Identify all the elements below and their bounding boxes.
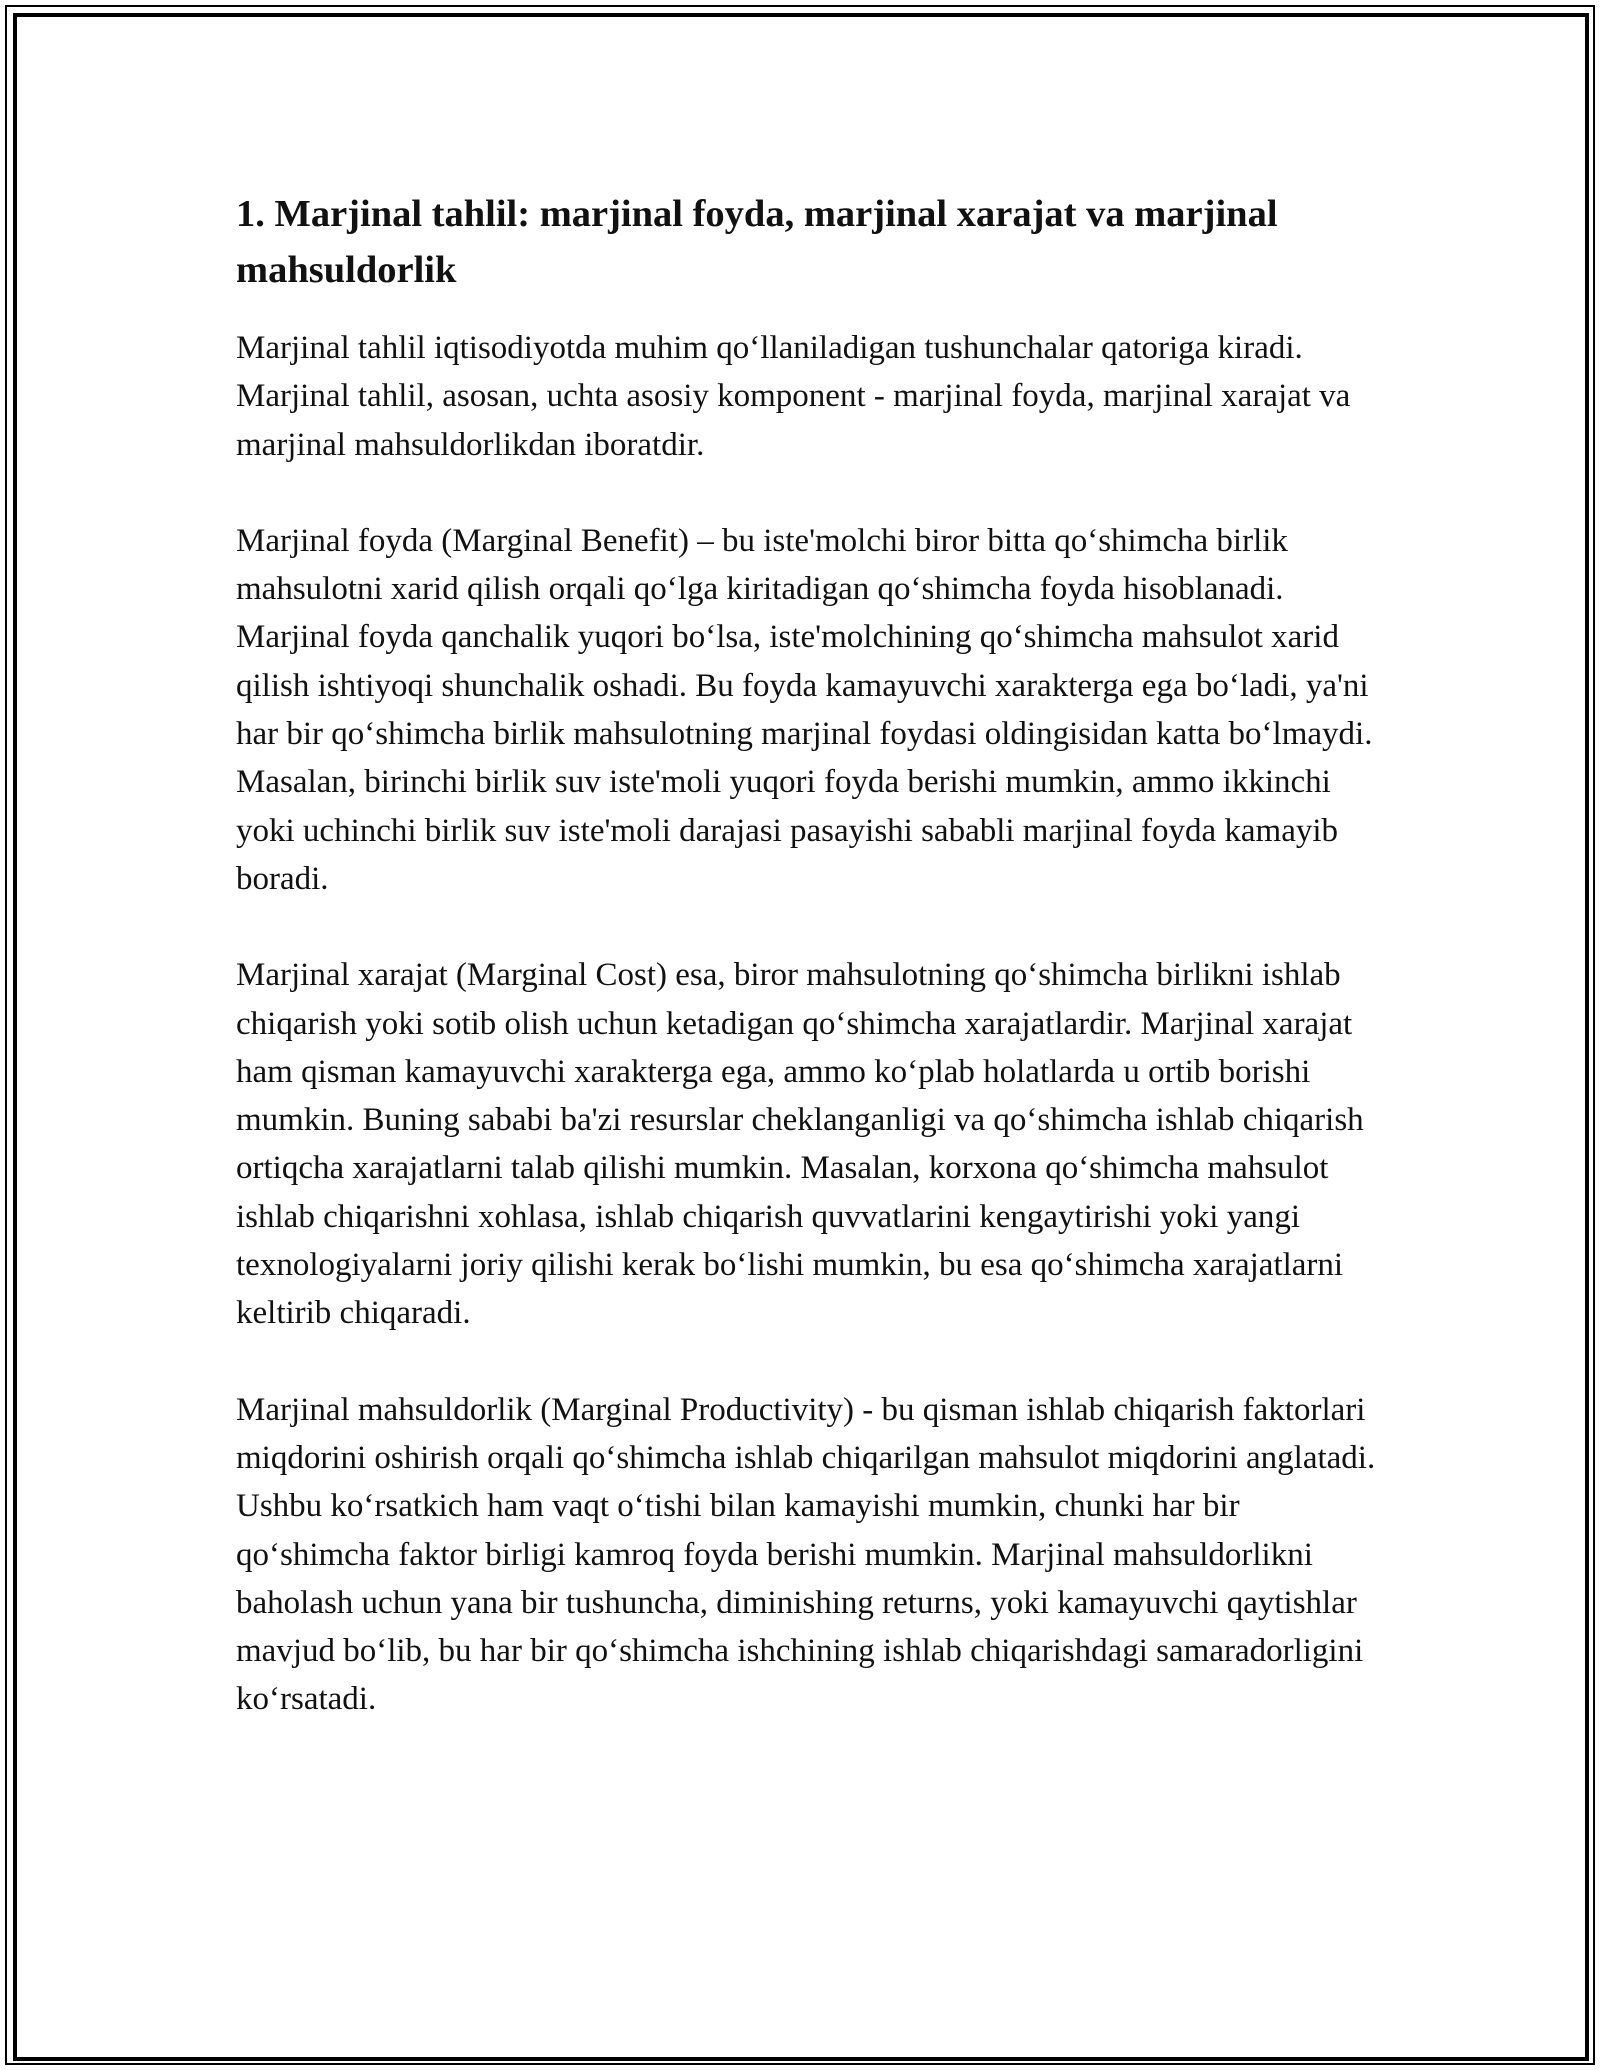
paragraph-marginal-productivity: Marjinal mahsuldorlik (Marginal Productivity) - bu qisman ishlab chiqarish faktorlari miqdorini oshirish orqali qo‘shimcha ishlab chiqarilgan mahsulot miqdorini anglatadi. Ushbu ko‘rsatkich ham vaqt o‘tishi bilan kamayishi mumkin, chunki har bir qo‘shimcha faktor birligi kamroq foyda berishi mumkin. Marjinal mahsuldorlikni baholash uchun yana bir tushuncha, diminishing returns, yoki kamayuvchi qaytishlar mavjud bo‘lib, bu har bir qo‘shimcha ishchining ishlab chiqarishdagi samaradorligini ko‘rsatadi. [236,1391,1376,1718]
paragraph-marginal-cost: Marjinal xarajat (Marginal Cost) esa, biror mahsulotning qo‘shimcha birlikni ishlab chiqarish yoki sotib olish uchun ketadigan qo‘shimcha xarajatlardir. Marjinal xarajat ham qisman kamayuvchi xarakterga ega, ammo ko‘plab holatlarda u ortib borishi mumkin. Buning sababi ba'zi resurslar cheklanganligi va qo‘shimcha ishlab chiqarish ortiqcha xarajatlarni talab qilishi mumkin. Masalan, korxona qo‘shimcha mahsulot ishlab chiqarishni xohlasa, ishlab chiqarish quvvatlarini kengaytirishi yoki yangi texnologiyalarni joriy qilishi kerak bo‘lishi mumkin, bu esa qo‘shimcha xarajatlarni keltirib chiqaradi. [236,957,1364,1332]
paragraph-intro: Marjinal tahlil iqtisodiyotda muhim qo‘llaniladigan tushunchalar qatoriga kiradi. Marjinal tahlil, asosan, uchta asosiy komponent - marjinal foyda, marjinal xarajat va marjinal mahsuldorlikdan iboratdir. [236,330,1351,463]
section-heading: 1. Marjinal tahlil: marjinal foyda, marjinal xarajat va marjinal mahsuldorlik [236,193,1278,291]
paragraph-marginal-benefit: Marjinal foyda (Marginal Benefit) – bu iste'molchi biror bitta qo‘shimcha birlik mahsulotni xarid qilish orqali qo‘lga kiritadigan qo‘shimcha foyda hisoblanadi. Marjinal foyda qanchalik yuqori bo‘lsa, iste'molchining qo‘shimcha mahsulot xarid qilish ishtiyoqi shunchalik oshadi. Bu foyda kamayuvchi xarakterga ega bo‘ladi, ya'ni har bir qo‘shimcha birlik mahsulotning marjinal foydasi oldingisidan katta bo‘lmaydi. Masalan, birinchi birlik suv iste'moli yuqori foyda berishi mumkin, ammo ikkinchi yoki uchinchi birlik suv iste'moli darajasi pasayishi sababli marjinal foyda kamayib boradi. [236,522,1373,897]
document-body [236,186,1396,1772]
